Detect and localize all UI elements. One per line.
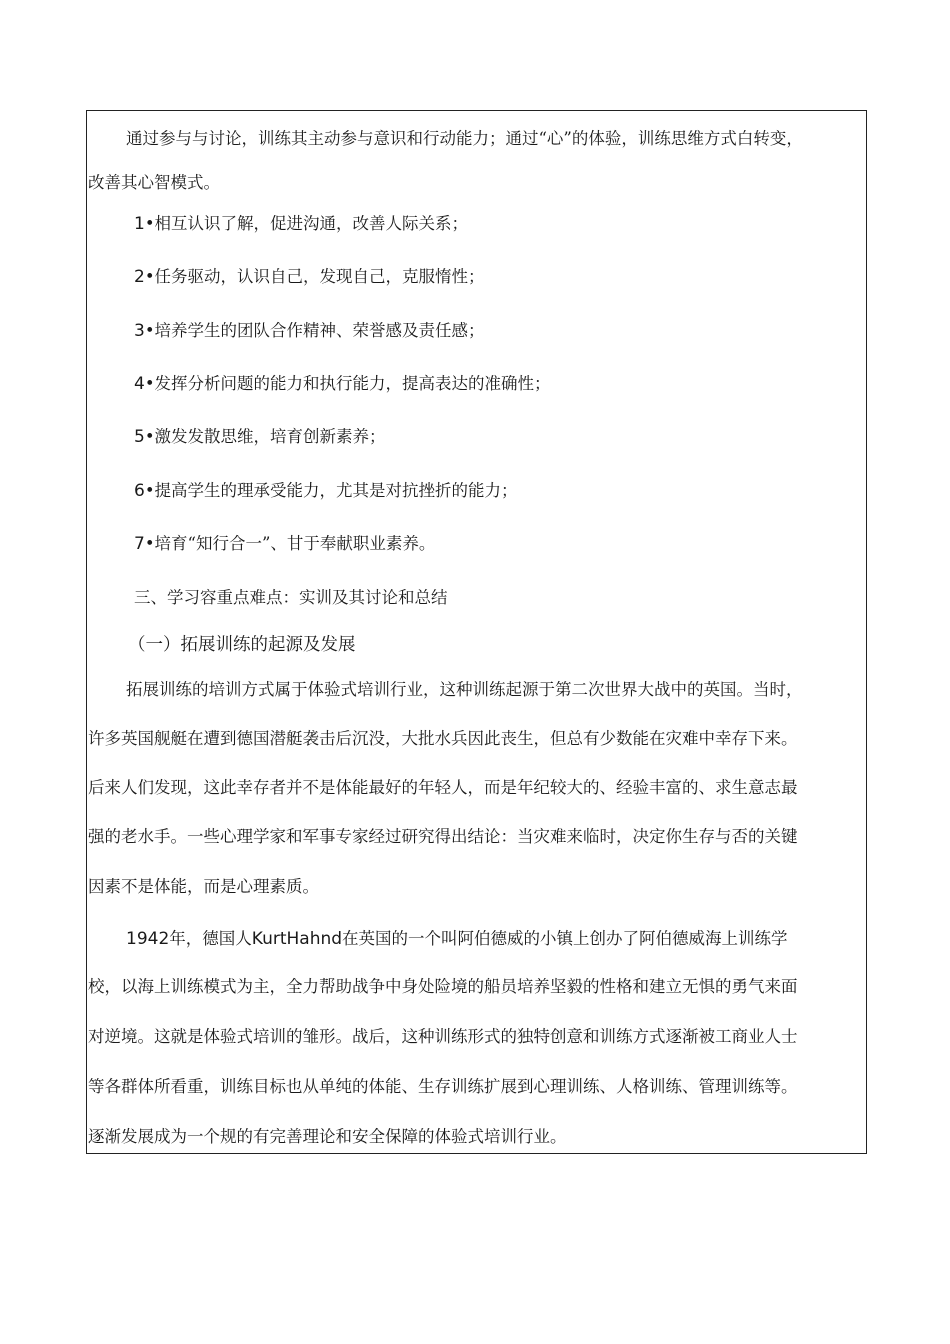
paragraph-segment: 在英国的一个叫阿伯德威的小镇上创办了阿伯德威海上训练学 <box>342 929 788 948</box>
objective-text: •任务驱动，认识自己，发现自己，克服惰性； <box>144 267 485 286</box>
objective-number: 7 <box>134 534 145 554</box>
objective-number: 2 <box>134 267 145 287</box>
paragraph-line: 等各群体所看重，训练目标也从单纯的体能、生存训练扩展到心理训练、人格训练、管理训练等。 <box>88 1077 798 1096</box>
objective-text: •激发发散思维，培育创新素养； <box>144 427 386 446</box>
objective-number: 6 <box>134 481 145 501</box>
paragraph-line <box>126 928 788 950</box>
paragraph-line: 拓展训练的培训方式属于体验式培训行业，这种训练起源于第二次世界大战中的英国。当时， <box>126 680 803 699</box>
objective-item <box>134 480 518 502</box>
objective-text: •相互认识了解，促进沟通，改善人际关系； <box>144 214 469 233</box>
year-text: 1942 <box>126 929 170 949</box>
paragraph-line: 因素不是体能，而是心理素质。 <box>88 877 319 896</box>
objective-number: 5 <box>134 427 145 447</box>
paragraph-line: 对逆境。这就是体验式培训的雏形。战后，这种训练形式的独特创意和训练方式逐渐被工商业人士 <box>88 1027 798 1046</box>
objective-item <box>134 266 485 288</box>
objective-number: 4 <box>134 374 145 394</box>
paragraph-line: 校，以海上训练模式为主，全力帮助战争中身处险境的船员培养坚毅的性格和建立无惧的勇气来面 <box>88 977 798 996</box>
paragraph-line: 许多英国舰艇在遭到德国潜艇袭击后沉没，大批水兵因此丧生，但总有少数能在灾难中幸存下来。 <box>88 729 798 748</box>
objective-item <box>134 426 386 448</box>
objective-item <box>134 373 551 395</box>
person-name: KurtHahnd <box>251 929 343 949</box>
section-heading: 三、学习容重点难点：实训及其讨论和总结 <box>134 588 448 607</box>
objective-item <box>134 213 468 235</box>
objective-text: •培养学生的团队合作精神、荣誉感及责任感； <box>144 321 485 340</box>
paragraph-line: 强的老水手。一些心理学家和军事专家经过研究得出结论：当灾难来临时，决定你生存与否的关键 <box>88 827 798 846</box>
intro-line-2: 改善其心智模式。 <box>88 173 220 192</box>
objective-number: 1 <box>134 214 145 234</box>
objective-text: •发挥分析问题的能力和执行能力，提高表达的准确性； <box>144 374 551 393</box>
objective-text: •提高学生的理承受能力，尤其是对抗挫折的能力； <box>144 481 518 500</box>
paragraph-line: 后来人们发现，这此幸存者并不是体能最好的年轻人，而是年纪较大的、经验丰富的、求生意志最 <box>88 778 798 797</box>
objective-item <box>134 320 485 342</box>
paragraph-line: 逐渐发展成为一个规的有完善理论和安全保障的体验式培训行业。 <box>88 1127 567 1146</box>
subsection-heading: （一）拓展训练的起源及发展 <box>128 635 356 655</box>
objective-number: 3 <box>134 321 145 341</box>
objective-item <box>134 533 435 555</box>
intro-line-1: 通过参与与讨论，训练其主动参与意识和行动能力；通过“心”的体验，训练思维方式白转变， <box>126 129 803 148</box>
objective-text: •培育“知行合一”、甘于奉献职业素养。 <box>144 534 436 553</box>
paragraph-segment: 年，德国人 <box>169 929 252 948</box>
